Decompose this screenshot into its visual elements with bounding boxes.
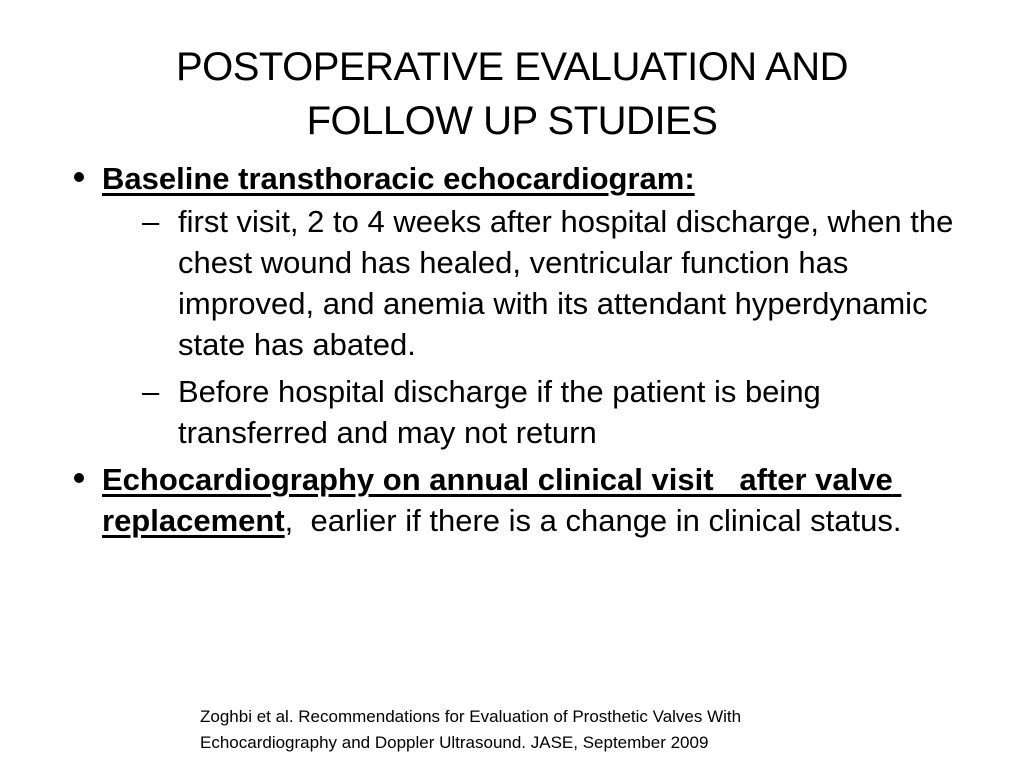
bullet-heading-annual: Echocardiography on annual clinical visit after valve replacement: [102, 462, 902, 538]
slide-title-line-2: FOLLOW UP STUDIES: [306, 99, 718, 143]
citation-line-2: Echocardiography and Doppler Ultrasound. JASE, September 2009: [200, 733, 709, 752]
dash-bullet-icon: –: [142, 204, 160, 239]
slide-body: [68, 158, 968, 545]
bullet-heading-baseline: Baseline transthoracic echocardiogram:: [102, 161, 695, 196]
sub-bullet-first-visit: [102, 201, 968, 365]
citation-line-1: Zoghbi et al. Recommendations for Evaluation of Prosthetic Valves With: [200, 707, 742, 726]
slide-title: [80, 40, 944, 148]
bullet-text-annual: , earlier if there is a change in clinical status.: [284, 503, 902, 538]
sub-bullet-text: Before hospital discharge if the patient is being transferred and may not return: [178, 374, 821, 450]
slide-title-line-1: POSTOPERATIVE EVALUATION AND: [175, 45, 849, 89]
bullet-baseline-echo: [68, 158, 968, 453]
sub-bullet-list: [102, 201, 968, 453]
citation: [200, 704, 900, 756]
bullet-annual-echo: [68, 459, 968, 541]
sub-bullet-before-discharge: [102, 371, 968, 453]
dash-bullet-icon: –: [142, 374, 160, 409]
sub-bullet-text: first visit, 2 to 4 weeks after hospital discharge, when the chest wound has healed, ventricular function has improved, and anemia with its attendant hyperdynamic state has abated.: [178, 204, 954, 362]
